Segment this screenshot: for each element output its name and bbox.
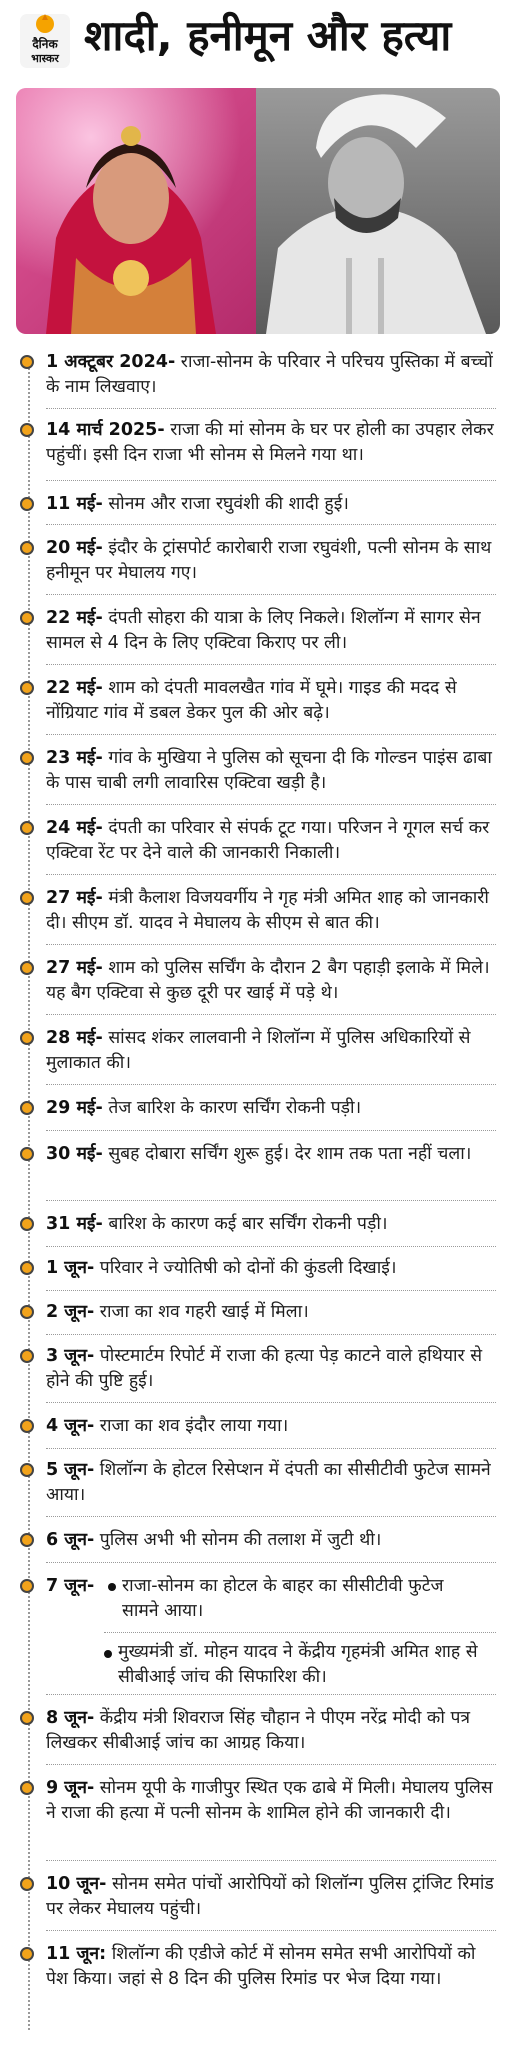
divider xyxy=(46,1334,496,1335)
event-date: 9 जून- xyxy=(46,1778,95,1798)
event-date: 28 मई- xyxy=(46,1028,103,1048)
timeline-dot xyxy=(20,1463,34,1477)
timeline-dot xyxy=(20,1305,34,1319)
divider xyxy=(104,1632,496,1633)
event-date: 4 जून- xyxy=(46,1416,95,1436)
event-subitem: मुख्यमंत्री डॉ. मोहन यादव ने केंद्रीय गृहमंत्री अमित शाह से सीबीआई जांच की सिफारिश की। xyxy=(118,1642,478,1687)
timeline-dot xyxy=(20,423,34,437)
timeline-dot xyxy=(20,541,34,555)
event-description: राजा-सोनम के परिवार ने परिचय पुस्तिका में बच्चों के नाम लिखवाए। xyxy=(46,352,493,397)
event-description: सोनम यूपी के गाजीपुर स्थित एक ढाबे में मिली। मेघालय पुलिस ने राजा की हत्या में पत्नी सोनम के शामिल होने की जानकारी दी। xyxy=(46,1778,493,1823)
event-text xyxy=(46,606,502,656)
event-text xyxy=(46,418,502,468)
event-text xyxy=(46,1776,502,1826)
bullet-point xyxy=(104,1650,112,1658)
divider xyxy=(46,1764,496,1765)
divider xyxy=(46,480,496,481)
event-description: राजा का शव गहरी खाई में मिला। xyxy=(94,1302,309,1322)
divider xyxy=(46,1694,496,1695)
event-description: पोस्टमार्टम रिपोर्ट में राजा की हत्या पेड़ काटने वाले हथियार से होने की पुष्टि हुई। xyxy=(46,1346,483,1391)
event-date: 14 मार्च 2025- xyxy=(46,420,165,440)
timeline-dot xyxy=(20,681,34,695)
svg-text:भास्कर: भास्कर xyxy=(31,52,59,65)
divider xyxy=(46,1448,496,1449)
event-text xyxy=(46,1528,502,1553)
event-text xyxy=(46,1300,502,1325)
timeline-dot xyxy=(20,1533,34,1547)
divider xyxy=(46,944,496,945)
timeline-dot xyxy=(20,891,34,905)
event-text xyxy=(46,956,502,1006)
event-date: 7 जून- xyxy=(46,1576,95,1596)
timeline-dot xyxy=(20,1877,34,1891)
event-description: परिवार ने ज्योतिषी को दोनों की कुंडली दिखाई। xyxy=(94,1258,397,1278)
divider xyxy=(46,1084,496,1085)
event-date: 27 मई- xyxy=(46,958,103,978)
event-text xyxy=(46,1026,502,1076)
event-description: सोनम समेत पांचों आरोपियों को शिलॉन्ग पुलिस ट्रांजिट रिमांड पर लेकर मेघालय पहुंची। xyxy=(46,1874,494,1919)
event-description: तेज बारिश के कारण सर्चिंग रोकनी पड़ी। xyxy=(102,1098,362,1118)
event-description: सांसद शंकर लालवानी ने शिलॉन्ग में पुलिस अधिकारियों से मुलाकात की। xyxy=(46,1028,471,1073)
event-date: 23 मई- xyxy=(46,748,103,768)
event-description: राजा का शव इंदौर लाया गया। xyxy=(94,1416,289,1436)
event-date: 27 मई- xyxy=(46,888,103,908)
divider xyxy=(46,1130,496,1131)
event-date: 8 जून- xyxy=(46,1708,95,1728)
event-description: मंत्री कैलाश विजयवर्गीय ने गृह मंत्री अमित शाह को जानकारी दी। सीएम डॉ. यादव ने मेघालय के सीएम से बात की। xyxy=(46,888,489,933)
timeline-dot xyxy=(20,1217,34,1231)
timeline-dot xyxy=(20,1781,34,1795)
couple-photo xyxy=(16,88,500,334)
event-date: 22 मई- xyxy=(46,678,103,698)
event-text xyxy=(46,1142,502,1167)
timeline-dot xyxy=(20,821,34,835)
event-date: 24 मई- xyxy=(46,818,103,838)
event-date: 20 मई- xyxy=(46,538,103,558)
divider xyxy=(46,1246,496,1247)
header xyxy=(0,0,512,88)
event-text xyxy=(46,816,502,866)
event-text xyxy=(46,536,502,586)
divider xyxy=(46,804,496,805)
event-date: 29 मई- xyxy=(46,1098,103,1118)
event-description: गांव के मुखिया ने पुलिस को सूचना दी कि गोल्डन पाइंस ढाबा के पास चाबी लगी लावारिस एक्टिवा खड़ी है। xyxy=(46,748,492,793)
event-text xyxy=(46,746,502,796)
timeline-dot xyxy=(20,1261,34,1275)
event-text xyxy=(46,1458,502,1508)
event-description: सुबह दोबारा सर्चिंग शुरू हुई। देर शाम तक पता नहीं चला। xyxy=(102,1144,472,1164)
event-date: 3 जून- xyxy=(46,1346,95,1366)
event-text xyxy=(46,1256,502,1281)
event-date: 11 जून: xyxy=(46,1944,107,1964)
timeline-dot xyxy=(20,1711,34,1725)
event-text xyxy=(46,1942,502,1992)
event-date: 11 मई- xyxy=(46,494,103,514)
divider xyxy=(46,1402,496,1403)
divider xyxy=(46,408,496,409)
divider xyxy=(46,1860,496,1861)
event-text xyxy=(46,350,502,400)
event-text xyxy=(46,492,502,517)
event-date: 10 जून- xyxy=(46,1874,107,1894)
event-description: शाम को दंपती मावलखैत गांव में घूमे। गाइड की मदद से नोंग्रियाट गांव में डबल डेकर पुल की ओर बढ़े। xyxy=(46,678,457,723)
event-date: 31 मई- xyxy=(46,1214,103,1234)
event-date: 22 मई- xyxy=(46,608,103,628)
event-description: शिलॉन्ग के होटल रिसेप्शन में दंपती का सीसीटीवी फुटेज सामने आया। xyxy=(46,1460,491,1505)
divider xyxy=(46,1516,496,1517)
timeline-dot xyxy=(20,1579,34,1593)
event-description: केंद्रीय मंत्री शिवराज सिंह चौहान ने पीएम नरेंद्र मोदी को पत्र लिखकर सीबीआई जांच का आग्रह किया। xyxy=(46,1708,471,1753)
event-text xyxy=(46,1344,502,1394)
timeline-dot xyxy=(20,611,34,625)
event-text xyxy=(46,1096,502,1121)
timeline-dot xyxy=(20,751,34,765)
divider xyxy=(46,664,496,665)
event-description: बारिश के कारण कई बार सर्चिंग रोकनी पड़ी। xyxy=(102,1214,388,1234)
event-date: 1 जून- xyxy=(46,1258,95,1278)
event-description: पुलिस अभी भी सोनम की तलाश में जुटी थी। xyxy=(94,1530,382,1550)
divider xyxy=(46,874,496,875)
timeline-dot xyxy=(20,1031,34,1045)
event-text xyxy=(46,1414,502,1439)
event-text xyxy=(46,886,502,936)
event-description: दंपती सोहरा की यात्रा के लिए निकले। शिलॉन्ग में सागर सेन सामल से 4 दिन के लिए एक्टिवा किराए पर ली। xyxy=(46,608,481,653)
event-date: 1 अक्टूबर 2024- xyxy=(46,352,176,372)
event-text xyxy=(46,676,502,726)
timeline-dot xyxy=(20,1947,34,1961)
event-description: शिलॉन्ग की एडीजे कोर्ट में सोनम समेत सभी आरोपियों को पेश किया। जहां से 8 दिन की पुलिस रिमांड पर भेज दिया गया। xyxy=(46,1944,476,1989)
event-date: 30 मई- xyxy=(46,1144,103,1164)
timeline-dot xyxy=(20,961,34,975)
divider xyxy=(46,1930,496,1931)
timeline-dot xyxy=(20,1147,34,1161)
event-description: शाम को पुलिस सर्चिंग के दौरान 2 बैग पहाड़ी इलाके में मिले। यह बैग एक्टिवा से कुछ दूरी पर खाई में पड़े थे। xyxy=(46,958,490,1003)
event-description: इंदौर के ट्रांसपोर्ट कारोबारी राजा रघुवंशी, पत्नी सोनम के साथ हनीमून पर मेघालय गए। xyxy=(46,538,492,583)
timeline-dot xyxy=(20,1101,34,1115)
event-text xyxy=(46,1212,502,1237)
event-text xyxy=(46,1872,502,1922)
event-date: 6 जून- xyxy=(46,1530,95,1550)
divider xyxy=(46,594,496,595)
page-title: शादी, हनीमून और हत्या xyxy=(84,11,452,60)
event-text xyxy=(46,1706,502,1756)
event-description: राजा की मां सोनम के घर पर होली का उपहार लेकर पहुंचीं। इसी दिन राजा भी सोनम से मिलने गया था। xyxy=(46,420,494,465)
divider xyxy=(46,524,496,525)
divider xyxy=(46,1562,496,1563)
event-description: सोनम और राजा रघुवंशी की शादी हुई। xyxy=(102,494,349,514)
divider xyxy=(46,1014,496,1015)
timeline-dot xyxy=(20,355,34,369)
event-subitem: राजा-सोनम का होटल के बाहर का सीसीटीवी फुटेज सामने आया। xyxy=(122,1576,444,1621)
timeline-dot xyxy=(20,1419,34,1433)
divider xyxy=(46,1290,496,1291)
bullet-point xyxy=(108,1583,116,1591)
timeline-dot xyxy=(20,1349,34,1363)
divider xyxy=(46,1200,496,1201)
dainik-bhaskar-logo xyxy=(20,14,70,68)
timeline-dot xyxy=(20,497,34,511)
event-date: 5 जून- xyxy=(46,1460,95,1480)
divider xyxy=(46,734,496,735)
event-date: 2 जून- xyxy=(46,1302,95,1322)
svg-text:दैनिक: दैनिक xyxy=(32,37,58,51)
event-description: दंपती का परिवार से संपर्क टूट गया। परिजन ने गूगल सर्च कर एक्टिवा रेंट पर देने वाले की जानकारी निकाली। xyxy=(46,818,490,863)
